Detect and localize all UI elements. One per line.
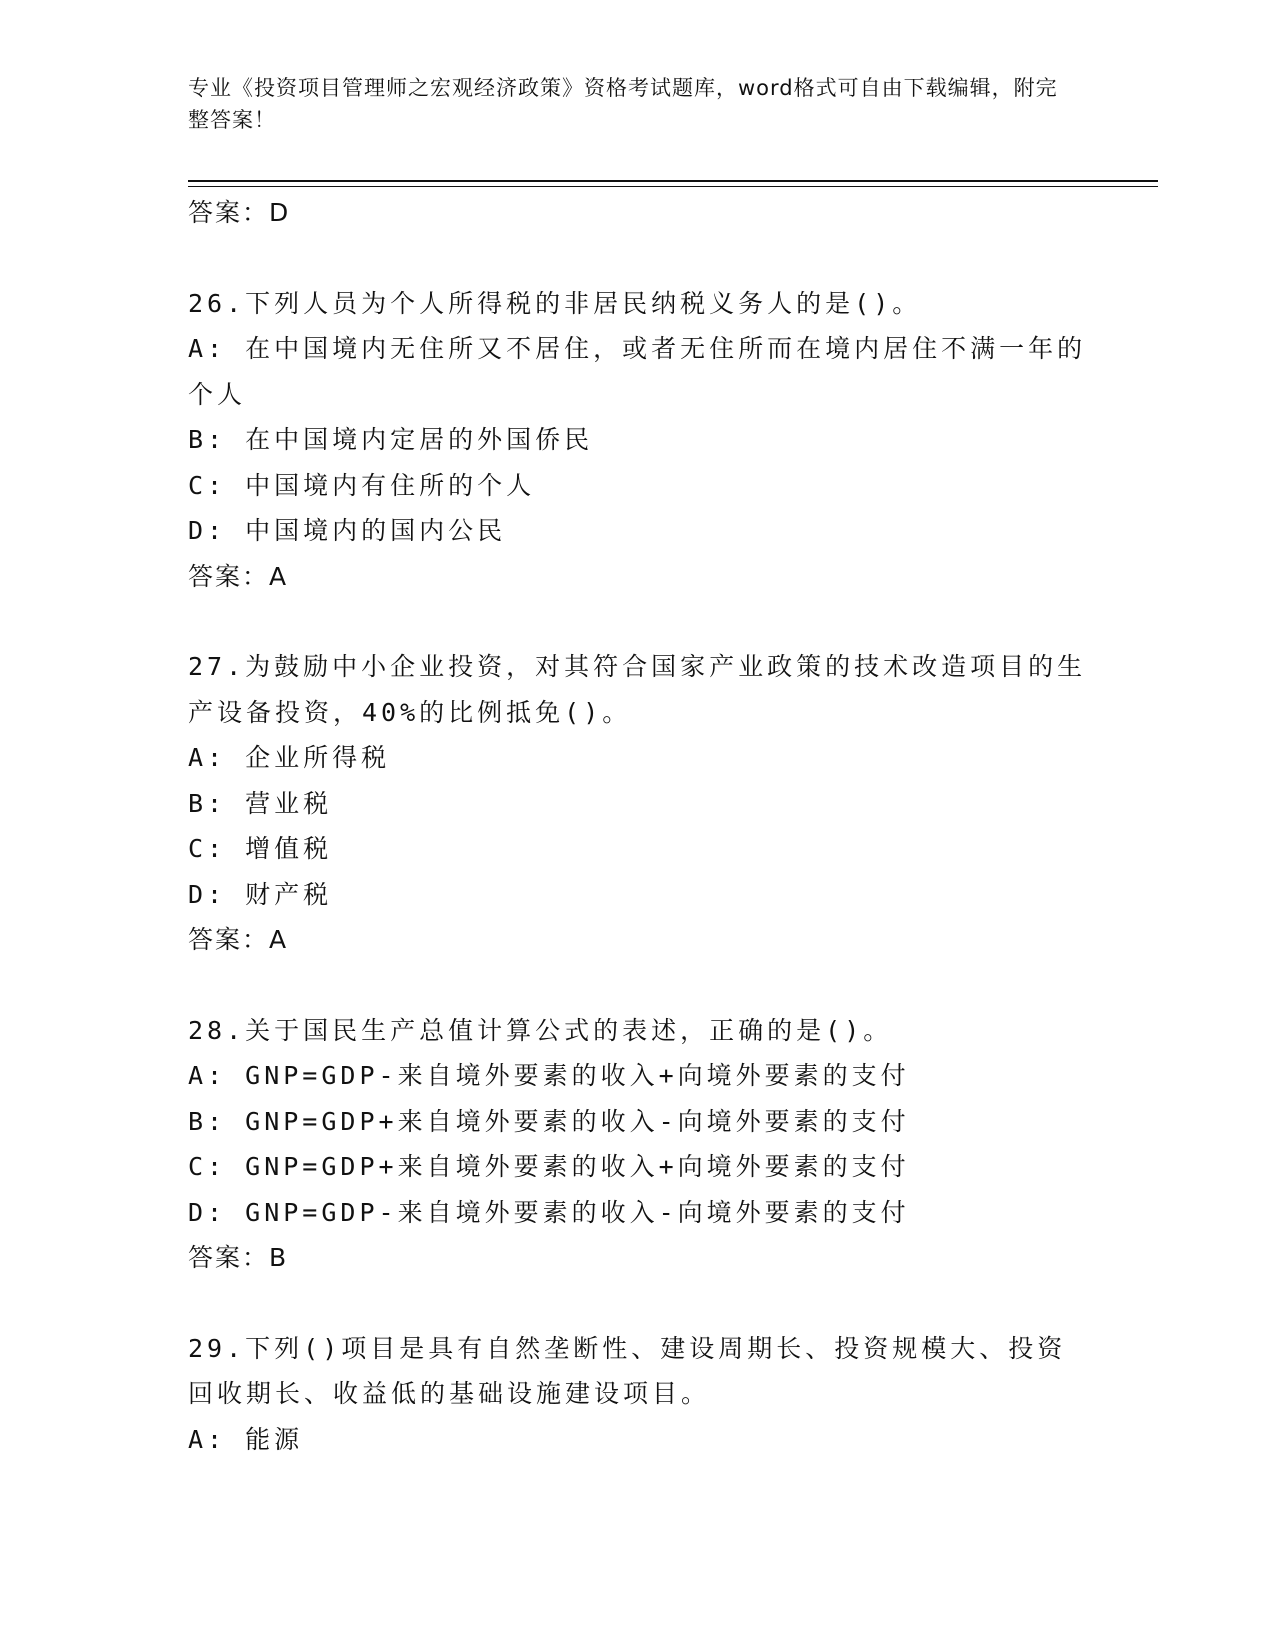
option-d: D: 中国境内的国内公民 xyxy=(188,516,507,545)
option-c: C: 增值税 xyxy=(188,834,333,863)
option-a: A: 在中国境内无住所又不居住，或者无住所而在境内居住不满一年的个人 xyxy=(188,334,1087,409)
question-list xyxy=(188,190,1088,1462)
question-stem: 28.关于国民生产总值计算公式的表述，正确的是()。 xyxy=(188,1015,893,1045)
option-b: B: 营业税 xyxy=(188,788,333,818)
header-rule-thick xyxy=(188,180,1158,182)
question-29 xyxy=(188,1326,1088,1463)
header-rule-thin xyxy=(188,186,1158,187)
option-c: C: 中国境内有住所的个人 xyxy=(188,470,536,500)
question-stem: 29.下列()项目是具有自然垄断性、建设周期长、投资规模大、投资回收期长、收益低的基础设施建设项目。 xyxy=(188,1333,1067,1408)
question-27 xyxy=(188,644,1088,963)
option-a: A: 企业所得税 xyxy=(188,743,391,772)
answer-line: 答案：A xyxy=(188,561,289,591)
answer-line: 答案：B xyxy=(188,1243,289,1272)
question-28 xyxy=(188,1008,1088,1281)
option-a: A: GNP=GDP-来自境外要素的收入+向境外要素的支付 xyxy=(188,1061,910,1090)
option-c: C: GNP=GDP+来自境外要素的收入+向境外要素的支付 xyxy=(188,1152,910,1181)
option-d: D: GNP=GDP-来自境外要素的收入-向境外要素的支付 xyxy=(188,1197,910,1227)
question-26 xyxy=(188,281,1088,600)
option-b: B: 在中国境内定居的外国侨民 xyxy=(188,425,594,454)
question-stem: 27.为鼓励中小企业投资，对其符合国家产业政策的技术改造项目的生产设备投资，40%的比例抵免()。 xyxy=(188,652,1087,727)
option-b: B: GNP=GDP+来自境外要素的收入-向境外要素的支付 xyxy=(188,1106,910,1136)
document-header: 专业《投资项目管理师之宏观经济政策》资格考试题库，word格式可自由下载编辑，附完整答案！ xyxy=(188,76,1058,132)
option-a: A: 能源 xyxy=(188,1424,304,1454)
question-stem: 26.下列人员为个人所得税的非居民纳税义务人的是()。 xyxy=(188,288,922,318)
answer-line: 答案：A xyxy=(188,925,289,954)
answer-line: 答案：D xyxy=(188,198,291,227)
option-d: D: 财产税 xyxy=(188,879,333,909)
